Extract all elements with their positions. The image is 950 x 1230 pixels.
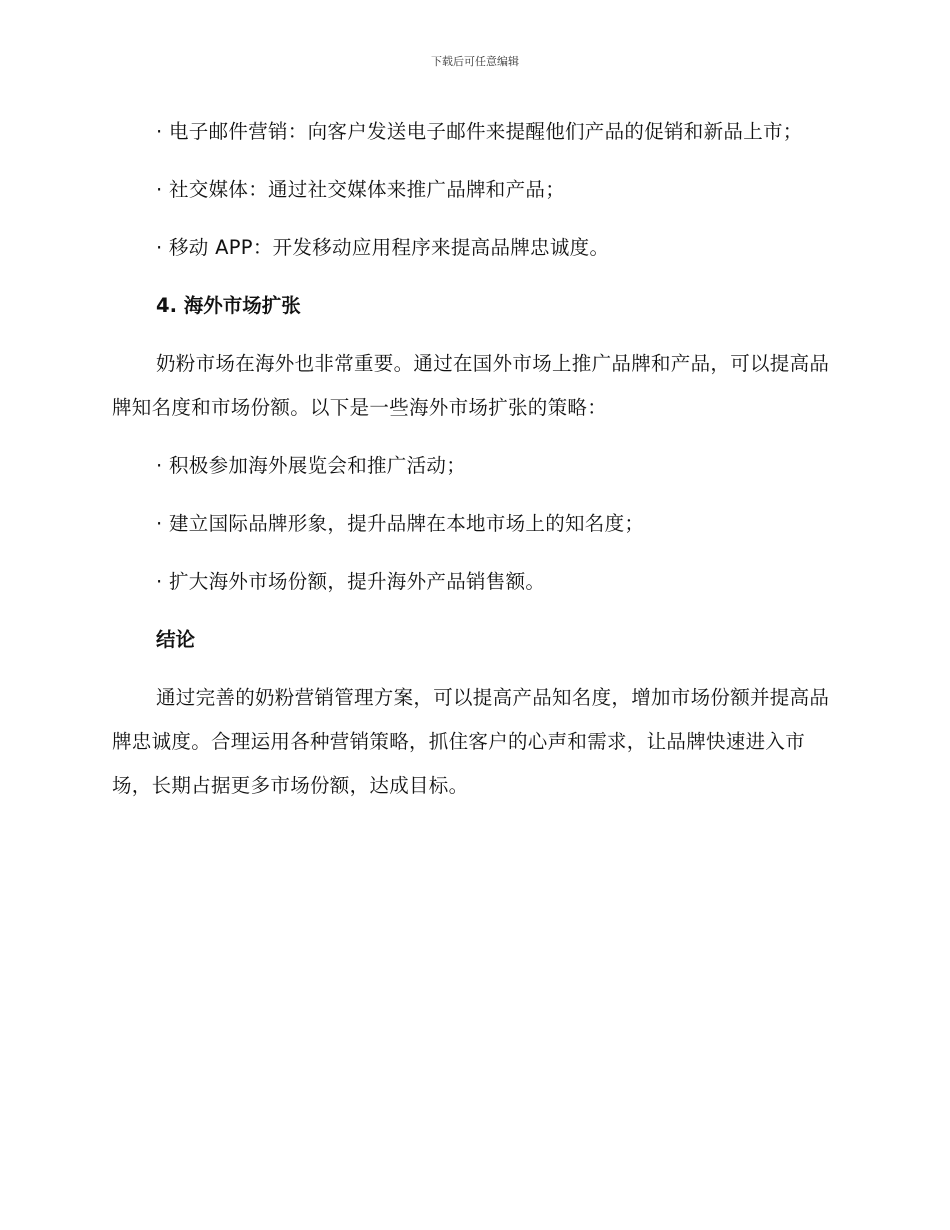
bullet-overseas-exhibitions: · 积极参加海外展览会和推广活动； bbox=[156, 454, 466, 477]
section-heading-overseas: 4. 海外市场扩张 bbox=[156, 294, 301, 317]
page-header: 下载后可任意编辑 bbox=[431, 55, 519, 68]
bullet-email-marketing: · 电子邮件营销：向客户发送电子邮件来提醒他们产品的促销和新品上市； bbox=[156, 120, 803, 143]
section-heading-conclusion: 结论 bbox=[156, 628, 196, 651]
bullet-expand-share: · 扩大海外市场份额，提升海外产品销售额。 bbox=[156, 570, 546, 593]
overseas-intro-paragraph: 奶粉市场在海外也非常重要。通过在国外市场上推广品牌和产品，可以提高品牌知名度和市场份额。以下是一些海外市场扩张的策略： bbox=[112, 352, 830, 419]
bullet-international-brand: · 建立国际品牌形象，提升品牌在本地市场上的知名度； bbox=[156, 512, 645, 535]
document-body bbox=[112, 110, 832, 808]
bullet-social-media: · 社交媒体：通过社交媒体来推广品牌和产品； bbox=[156, 178, 565, 201]
bullet-mobile-app: · 移动 APP：开发移动应用程序来提高品牌忠诚度。 bbox=[156, 236, 610, 259]
conclusion-paragraph: 通过完善的奶粉营销管理方案，可以提高产品知名度，增加市场份额并提高品牌忠诚度。合理运用各种营销策略，抓住客户的心声和需求，让品牌快速进入市场，长期占据更多市场份额，达成目标。 bbox=[112, 686, 830, 797]
